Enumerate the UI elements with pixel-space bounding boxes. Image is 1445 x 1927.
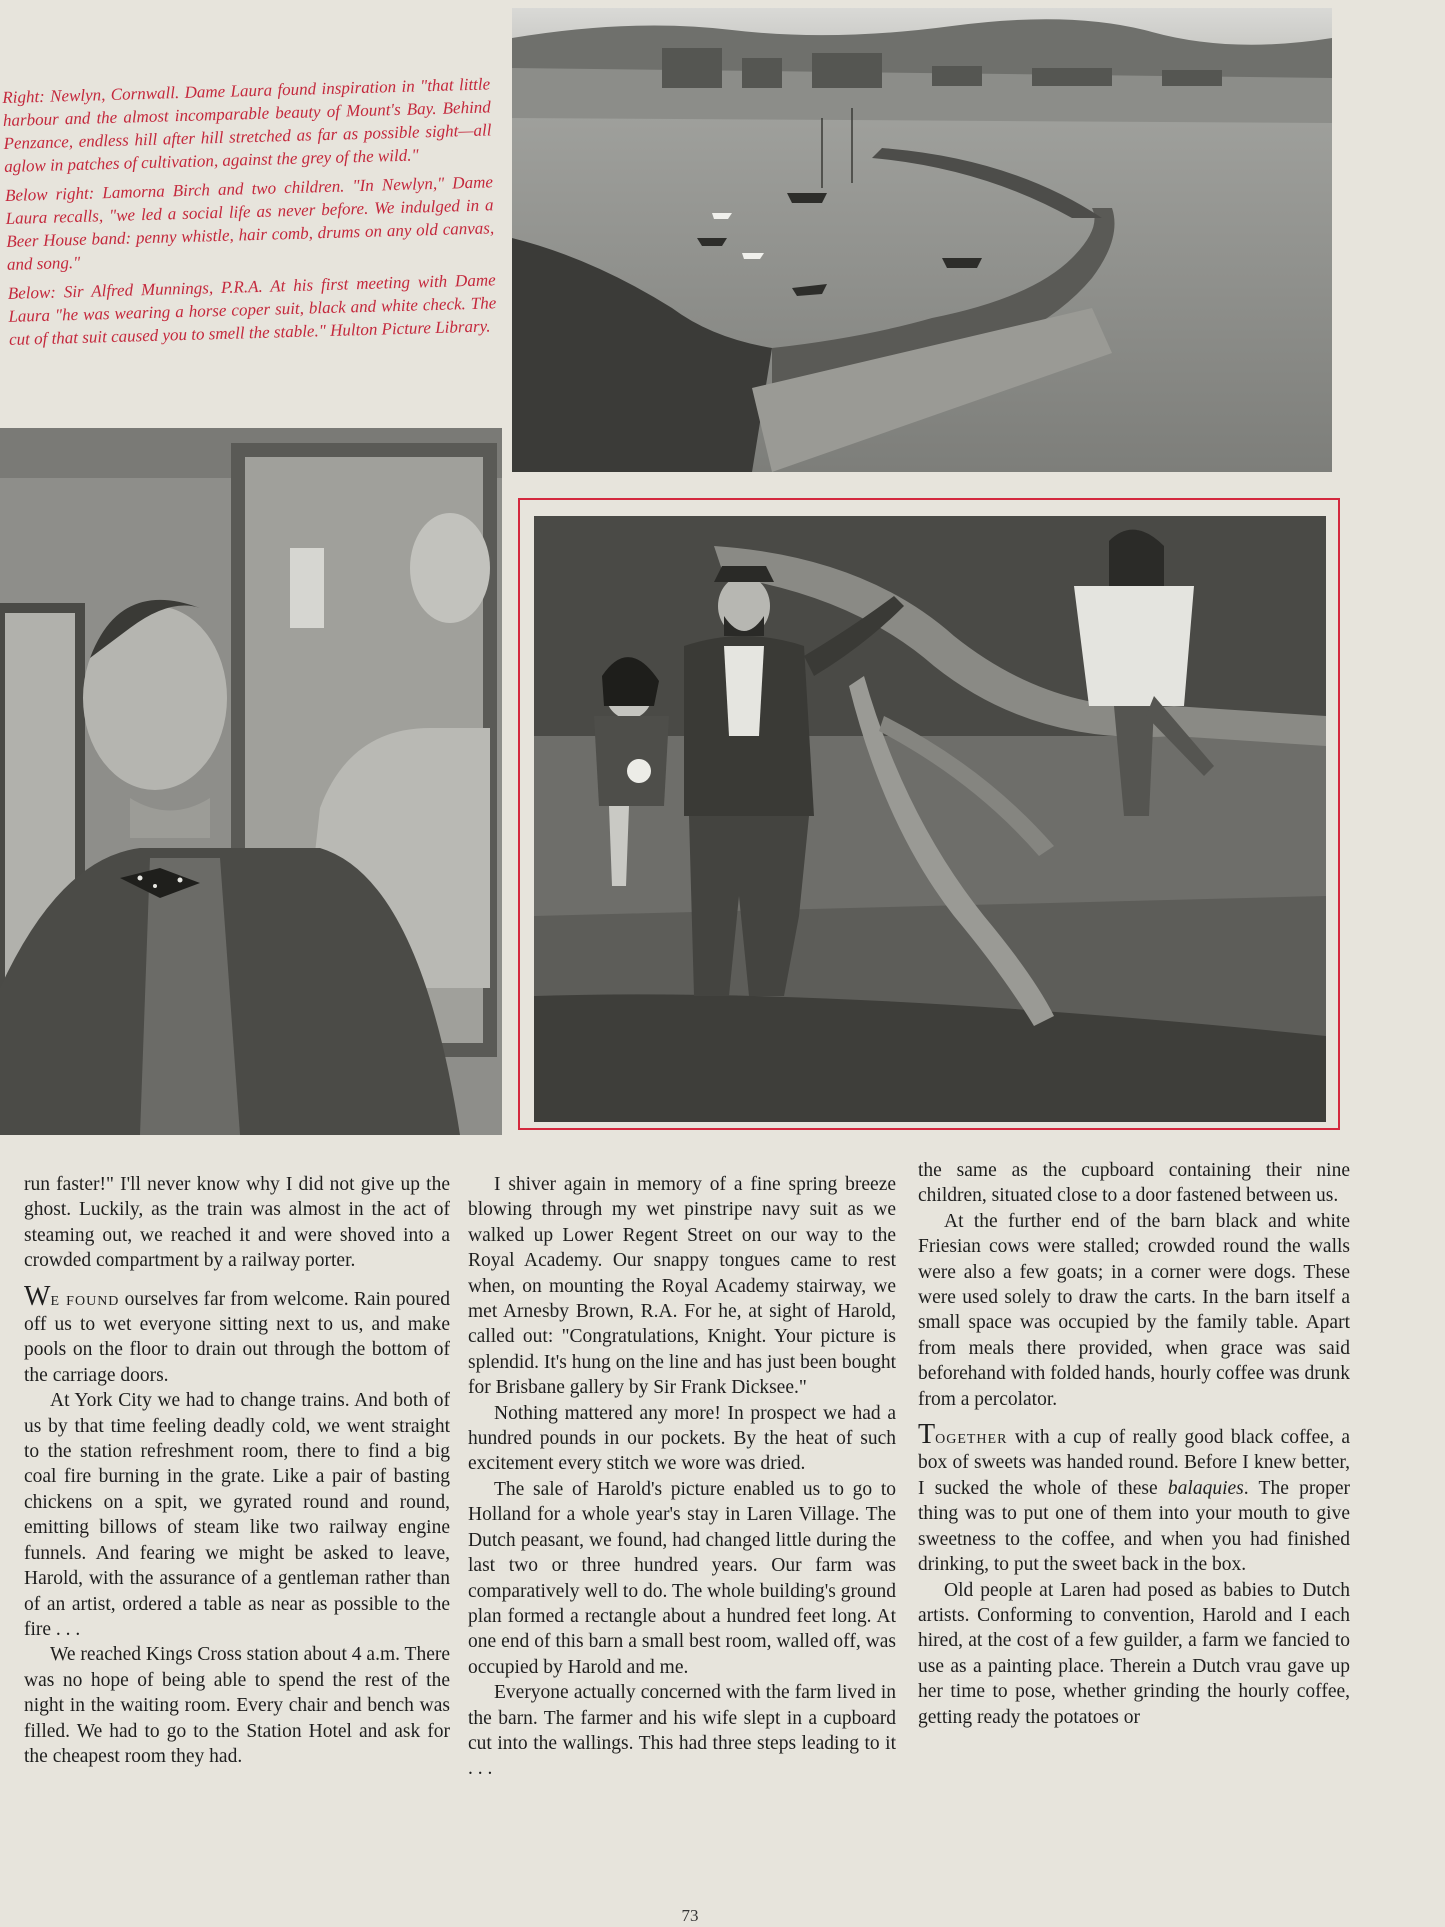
caption-below-right: Below right: Lamorna Birch and two children. "In Newlyn," Dame Laura recalls, "we led a social life as never before. We indulged in a Beer House band: penny whistle, hair comb, drums on any old canvas, and song." bbox=[4, 172, 495, 274]
small-caps-lead: e found bbox=[50, 1288, 120, 1310]
paragraph-text: with a cup of really good black coffee, a box of sweets was handed round. Before I knew better, I sucked the whole of these bbox=[918, 1427, 1350, 1499]
text-column-3 bbox=[918, 1158, 1350, 1730]
photo-caption bbox=[2, 72, 497, 357]
italic-word: balaquies bbox=[1167, 1477, 1244, 1499]
paragraph: The sale of Harold's picture enabled us to go to Holland for a whole year's stay in Laren Village. The Dutch peasant, we found, had changed little during the last two or three hundred years. Our farm was comparatively well to do. The whole building's ground plan formed a rectangle about a hundred feet long. At one end of this barn a small best room, walled off, was occupied by Harold and me. bbox=[468, 1478, 896, 1678]
paragraph-text: ourselves far from welcome. Rain poured off us to wet everyone sitting next to us, and make pools on the floor to drain out through the bottom of the carriage doors. bbox=[24, 1288, 451, 1386]
paragraph: run faster!" I'll never know why I did not give up the ghost. Luckily, as the train was almost in the act of steaming out, we reached it and were shoved into a crowded compartment by a railway porter. bbox=[24, 1174, 450, 1272]
paragraph: the same as the cupboard containing their nine children, situated close to a door fastened between us. bbox=[918, 1160, 1350, 1207]
paragraph: Old people at Laren had posed as babies to Dutch artists. Conforming to convention, Harold and I each hired, at the cost of a few guilder, a farm we fancied to use as a painting place. Therein a Dutch vrau gave up her time to pose, whether grinding the hourly coffee, getting ready the potatoes or bbox=[918, 1579, 1350, 1728]
munnings-portrait-photo bbox=[0, 428, 502, 1135]
newlyn-harbour-photo bbox=[512, 8, 1332, 472]
paragraph-text: . The proper thing was to put one of them into your mouth to give sweetness to the coffee, and when you had finished drinking, to put the sweet back in the box. bbox=[918, 1477, 1350, 1576]
lamorna-birch-painting-photo bbox=[534, 516, 1326, 1122]
paragraph: At York City we had to change trains. And both of us by that time feeling deadly cold, we went straight to the station refreshment room, there to find a big coal fire burning in the grate. Like a pair of basting chickens on a spit, we gyrated round and round, emitting billows of steam like two railway engine funnels. And fearing we might be asked to leave, Harold, with the assurance of a gentleman rather than of an artist, ordered a table as near as possible to the fire . . . bbox=[24, 1390, 450, 1640]
page-number: 73 bbox=[681, 1906, 699, 1925]
paragraph: Everyone actually concerned with the farm lived in the barn. The farmer and his wife slept in a cupboard cut into the wallings. This had three steps leading to it . . . bbox=[468, 1682, 896, 1780]
caption-right: Right: Newlyn, Cornwall. Dame Laura found inspiration in "that little harbour and the almost incomparable beauty of Mount's Bay. Behind Penzance, endless hill after hill stretched as far as possible sight—all aglow in patches of cultivation, against the grey of the wild." bbox=[2, 74, 492, 176]
drop-cap: W bbox=[24, 1280, 51, 1312]
caption-below: Below: Sir Alfred Munnings, P.R.A. At his first meeting with Dame Laura "he was wearing a horse coper suit, black and white check. The cut of that suit caused you to smell the stable." Hulton Picture Library. bbox=[7, 270, 497, 349]
paragraph: I shiver again in memory of a fine spring breeze blowing through my wet pinstripe navy suit as we walked up Lower Regent Street on our way to the Royal Academy. Our snappy tongues came to rest when, on mounting the Royal Academy stairway, we met Arnesby Brown, R.A. For he, at sight of Harold, called out: "Congratulations, Knight. Your picture is splendid. It's hung on the line and has just been bought for Brisbane gallery by Sir Frank Dicksee." bbox=[468, 1174, 896, 1399]
paragraph bbox=[918, 1419, 1350, 1577]
text-column-1 bbox=[24, 1172, 450, 1769]
paragraph bbox=[24, 1280, 451, 1389]
text-column-2 bbox=[468, 1172, 896, 1782]
small-caps-lead: ogether bbox=[935, 1427, 1008, 1449]
paragraph: Nothing mattered any more! In prospect we had a hundred pounds in our pockets. By the heat of such excitement every stitch we wore was dried. bbox=[468, 1402, 896, 1475]
paragraph: At the further end of the barn black and white Friesian cows were stalled; crowded round the walls were also a few goats; in a corner were dogs. These were used solely to draw the carts. In the barn itself a small space was occupied by the family table. Apart from meals there provided, when grace was said beforehand with folded hands, hourly coffee was drunk from a percolator. bbox=[918, 1210, 1350, 1410]
drop-cap: T bbox=[918, 1419, 936, 1451]
paragraph: We reached Kings Cross station about 4 a.m. There was no hope of being able to spend the rest of the night in the waiting room. Every chair and bench was filled. We had to go to the Station Hotel and ask for the cheapest room they had. bbox=[24, 1644, 450, 1767]
